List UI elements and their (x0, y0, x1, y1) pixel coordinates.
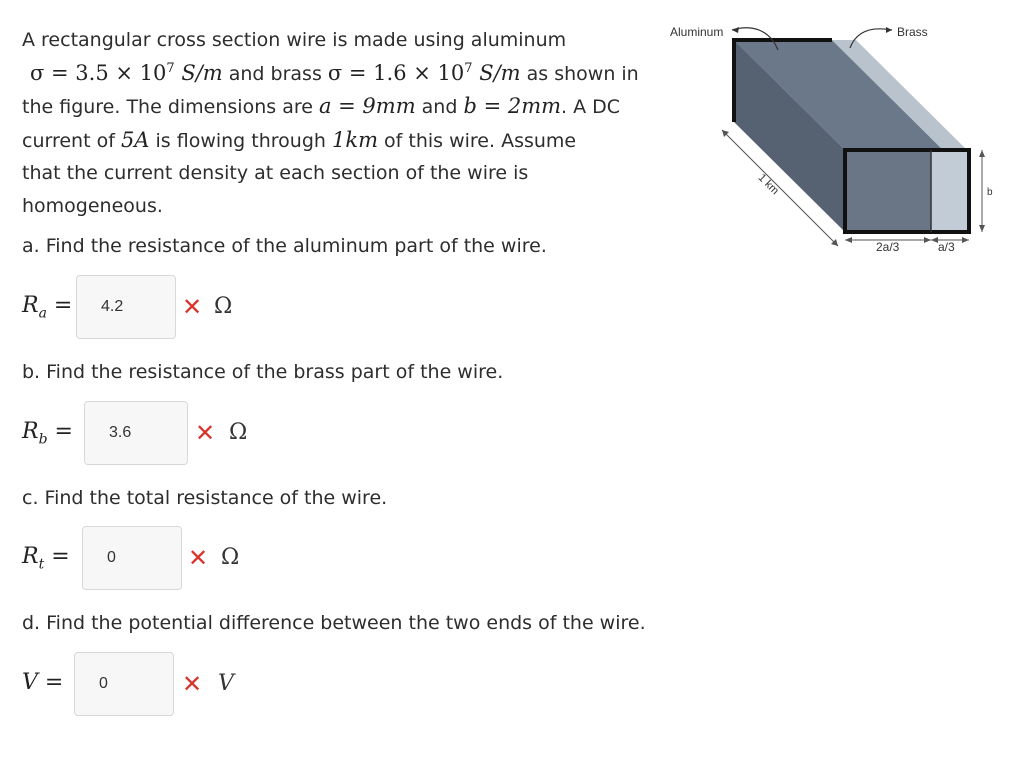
answer-c-input[interactable]: 0 (82, 526, 182, 590)
problem-line-6: homogeneous. (22, 194, 163, 217)
brass-end-face (931, 150, 969, 232)
length-value: 1km (331, 127, 378, 152)
problem-line-5: that the current density at each section of the wire is (22, 162, 529, 184)
current-value: 5A (120, 127, 150, 152)
answer-b-unit: Ω (229, 420, 248, 445)
height-label: b (987, 187, 993, 198)
problem-line-3: the figure. The dimensions are a = 9mm and b = 2mm. A DC (22, 94, 621, 118)
answer-b-label: $R_b$ = (22, 419, 73, 448)
answer-c-label: $R_t$ = (22, 544, 70, 573)
dimension-b: b = 2mm (463, 94, 562, 118)
incorrect-mark-icon: ✕ (188, 544, 209, 572)
problem-line-4: current of 5A is flowing through 1km of this wire. Assume (22, 127, 577, 152)
question-d: d. Find the potential difference between the two ends of the wire. (22, 612, 646, 634)
answer-c-unit: Ω (221, 545, 240, 570)
aluminum-end-face (845, 150, 931, 232)
brass-label: Brass (897, 25, 928, 39)
width-al-label: 2a/3 (876, 240, 900, 254)
problem-line-2: $\sigma = 3.5 \times 10^7$ S/m and brass $\sigma = 1.6 \times 10^7$ S/m as shown in (30, 60, 639, 85)
sigma-aluminum: $\sigma = 3.5 \times 10^7$ S/m (30, 60, 223, 85)
answer-a-input[interactable]: 4.2 (76, 275, 176, 339)
answer-a-label: $R_a$ = (22, 293, 73, 322)
incorrect-mark-icon: ✕ (182, 670, 203, 698)
sigma-brass: $\sigma = 1.6 \times 10^7$ S/m (327, 60, 521, 85)
answer-d-label: V = (22, 670, 64, 695)
incorrect-mark-icon: ✕ (195, 419, 216, 447)
wire-figure (660, 10, 1000, 270)
dimension-a: a = 9mm (318, 94, 416, 118)
answer-d-unit: V (218, 671, 234, 696)
question-b: b. Find the resistance of the brass part of the wire. (22, 361, 504, 383)
width-br-label: a/3 (938, 240, 955, 254)
question-c: c. Find the total resistance of the wire. (22, 487, 388, 509)
problem-line-1: A rectangular cross section wire is made using aluminum (22, 29, 567, 51)
answer-a-unit: Ω (214, 294, 233, 319)
answer-b-input[interactable]: 3.6 (84, 401, 188, 465)
problem-statement (22, 24, 672, 222)
question-a: a. Find the resistance of the aluminum part of the wire. (22, 235, 547, 257)
length-label: 1 km (755, 171, 781, 198)
incorrect-mark-icon: ✕ (182, 293, 203, 321)
answer-d-input[interactable]: 0 (74, 652, 174, 716)
aluminum-label: Aluminum (670, 25, 724, 39)
